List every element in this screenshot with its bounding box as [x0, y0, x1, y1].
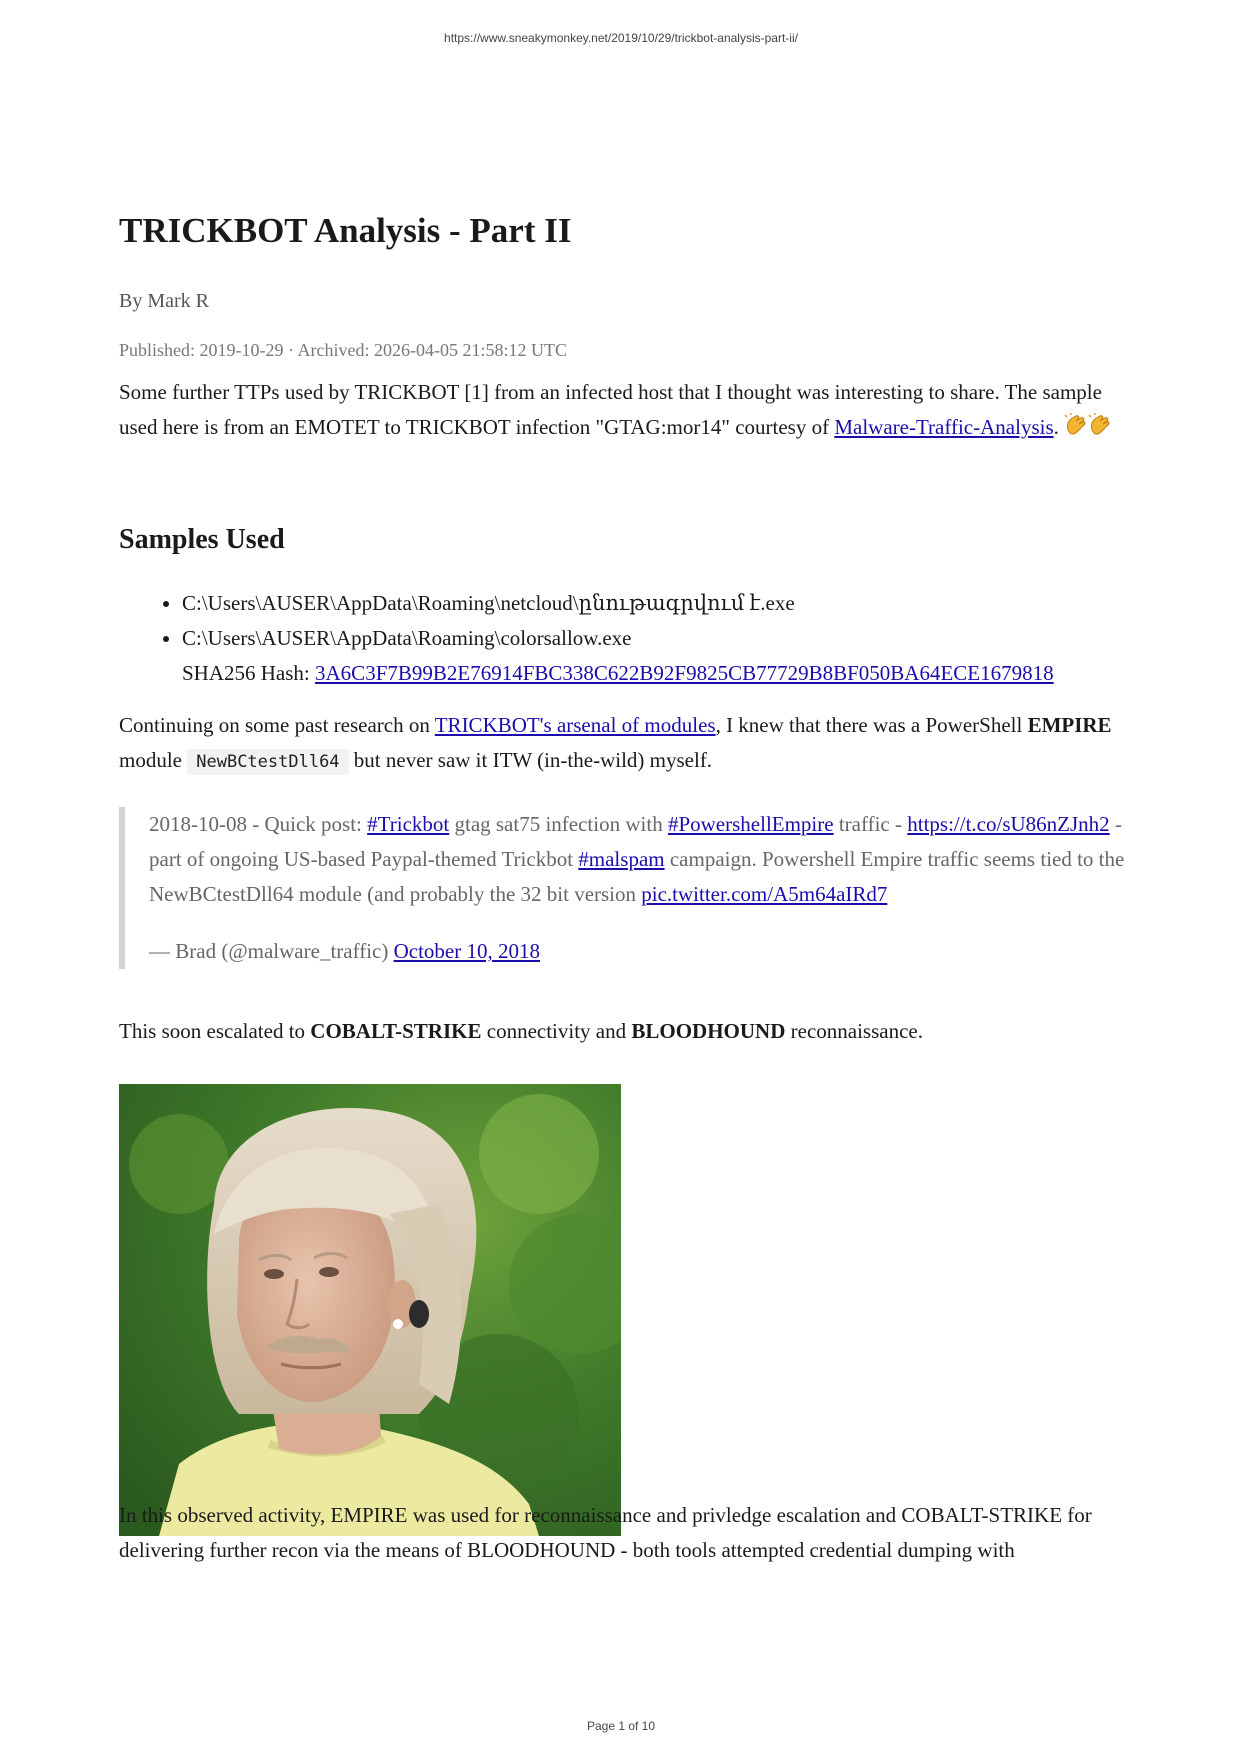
page-number: Page 1 of 10: [586, 1719, 656, 1733]
trickbot-hashtag-link[interactable]: #Trickbot: [367, 812, 450, 836]
escalation-paragraph: This soon escalated to COBALT-STRIKE connectivity and BLOODHOUND reconnaissance.: [119, 1019, 923, 1043]
embedded-tweet-quote: [119, 807, 1131, 969]
intro-paragraph: Some further TTPs used by TRICKBOT [1] from an infected host that I thought was interesting to share. The sample used here is from an EMOTET to TRICKBOT infection "GTAG:mor14" courtesy of Malware-Traffic-Analysis.: [119, 375, 1129, 448]
sample-path-item: • C:\Users\AUSER\AppData\Roaming\netcloud\ընութագրվում է.exe: [182, 586, 1182, 621]
powershellempire-hashtag-link[interactable]: #PowershellEmpire: [667, 812, 834, 836]
samples-heading: Samples Used: [119, 524, 285, 555]
article-title: TRICKBOT Analysis - Part II: [119, 211, 572, 250]
samples-list: [119, 586, 1182, 691]
hash-line: SHA256 Hash: 3A6C3F7B99B2E76914FBC338C622B92F9825CB77729B8BF050BA64ECE1679818: [182, 661, 1054, 685]
sha256-hash-link[interactable]: 3A6C3F7B99B2E76914FBC338C622B92F9825CB77729B8BF050BA64ECE1679818: [315, 661, 1054, 685]
article-byline: By Mark R: [119, 290, 209, 312]
continuing-paragraph: Continuing on some past research on TRICKBOT's arsenal of modules, I knew that there was a PowerShell EMPIRE module NewBCtestDll64 but never saw it ITW (in-the-wild) myself.: [119, 708, 1129, 780]
clapping-hands-icon: [1064, 413, 1116, 448]
article-meta: Published: 2019-10-29 · Archived: 2026-04-05 21:58:12 UTC: [119, 340, 567, 360]
trickbot-modules-link[interactable]: TRICKBOT's arsenal of modules: [434, 713, 716, 737]
pic-twitter-link[interactable]: pic.twitter.com/A5m64aIRd7: [641, 882, 888, 906]
tweet-citation: — Brad (@malware_traffic) October 10, 2018: [149, 939, 540, 963]
closing-paragraph: In this observed activity, EMPIRE was used for reconnaissance and privledge escalation and COBALT-STRIKE for delivering further recon via the means of BLOODHOUND - both tools attempted credential dumping with: [119, 1503, 1092, 1562]
sample-path-item: • C:\Users\AUSER\AppData\Roaming\colorsallow.exe SHA256 Hash: 3A6C3F7B99B2E76914FBC338C622B92F9825CB77729B8BF050BA64ECE1679818: [182, 621, 1182, 691]
tweet-date-link[interactable]: October 10, 2018: [393, 939, 540, 963]
malware-traffic-analysis-link[interactable]: Malware-Traffic-Analysis: [834, 415, 1054, 439]
module-name-code: NewBCtestDll64: [187, 749, 348, 775]
tco-link[interactable]: https://t.co/sU86nZJnh2: [907, 812, 1110, 836]
reaction-gif-image: [119, 1084, 621, 1536]
tweet-text: 2018-10-08 - Quick post: #Trickbot gtag sat75 infection with #PowershellEmpire traffic - https://t.co/sU86nZJnh2 - part of ongoing US-based Paypal-themed Trickbot #malspam campaign. Powershell Empire traffic seems tied to the NewBCtestDll64 module (and probably the 32 bit version pic.twitter.com/A5m64aIRd7: [149, 812, 1125, 906]
source-url: https://www.sneakymonkey.net/2019/10/29/trickbot-analysis-part-ii/: [444, 31, 798, 45]
malspam-hashtag-link[interactable]: #malspam: [578, 847, 665, 871]
